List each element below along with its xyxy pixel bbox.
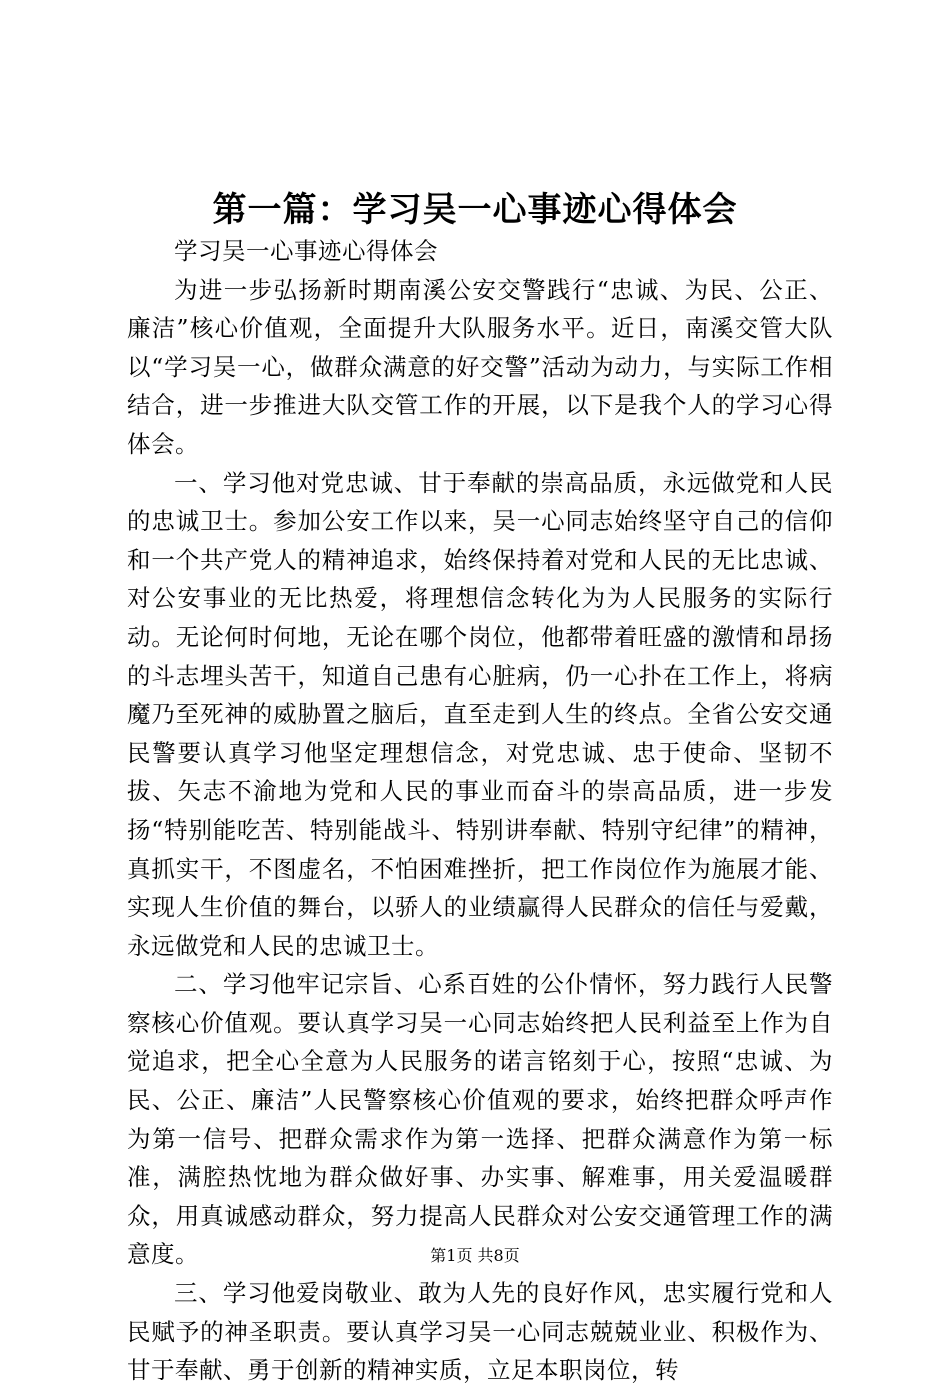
document-body	[127, 232, 833, 1390]
paragraph-section-1: 一、学习他对党忠诚、甘于奉献的崇高品质，永远做党和人民的忠诚卫士。参加公安工作以来，吴一心同志始终坚守自己的信仰和一个共产党人的精神追求，始终保持着对党和人民的无比忠诚、对公安事业的无比热爱，将理想信念转化为为人民服务的实际行动。无论何时何地，无论在哪个岗位，他都带着旺盛的激情和昂扬的斗志埋头苦干，知道自己患有心脏病，仍一心扑在工作上，将病魔乃至死神的威胁置之脑后，直至走到人生的终点。全省公安交通民警要认真学习他坚定理想信念，对党忠诚、忠于使命、坚韧不拔、矢志不渝地为党和人民的事业而奋斗的崇高品质，进一步发扬“特别能吃苦、特别能战斗、特别讲奉献、特别守纪律”的精神，真抓实干，不图虚名，不怕困难挫折，把工作岗位作为施展才能、实现人生价值的舞台，以骄人的业绩赢得人民群众的信任与爱戴，永远做党和人民的忠诚卫士。	[127, 468, 833, 960]
document-title: 第一篇：学习吴一心事迹心得体会	[212, 190, 738, 230]
paragraph-intro: 为进一步弘扬新时期南溪公安交警践行“忠诚、为民、公正、廉洁”核心价值观，全面提升大队服务水平。近日，南溪交管大队以“学习吴一心，做群众满意的好交警”活动为动力，与实际工作相结合，进一步推进大队交管工作的开展，以下是我个人的学习心得体会。	[127, 275, 833, 458]
paragraph-section-2: 二、学习他牢记宗旨、心系百姓的公仆情怀，努力践行人民警察核心价值观。要认真学习吴一心同志始终把人民利益至上作为自觉追求，把全心全意为人民服务的诺言铭刻于心，按照“忠诚、为民、公正、廉洁”人民警察核心价值观的要求，始终把群众呼声作为第一信号、把群众需求作为第一选择、把群众满意作为第一标准，满腔热忱地为群众做好事、办实事、解难事，用关爱温暖群众，用真诚感动群众，努力提高人民群众对公安交通管理工作的满意度。	[127, 970, 833, 1269]
page-footer: 第1页 共8页	[430, 1246, 520, 1265]
paragraph-subtitle: 学习吴一心事迹心得体会	[174, 237, 438, 265]
paragraph-section-3: 三、学习他爱岗敬业、敢为人先的良好作风，忠实履行党和人民赋予的神圣职责。要认真学习吴一心同志兢兢业业、积极作为、甘于奉献、勇于创新的精神实质，立足本职岗位，转	[127, 1279, 833, 1385]
